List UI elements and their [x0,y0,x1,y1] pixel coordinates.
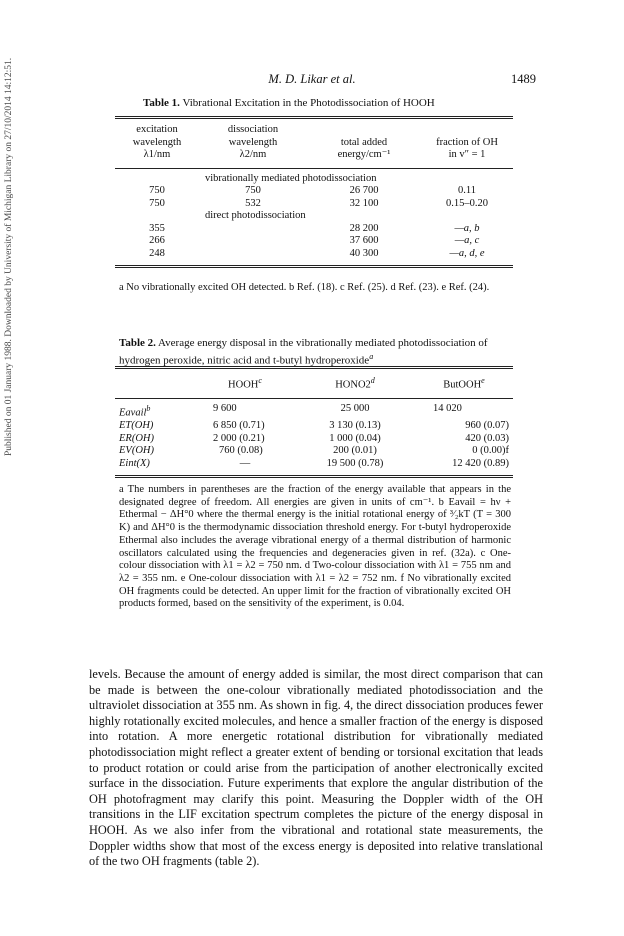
table-row: Eavail$^b$ 9 600 25 000 14 020 [119,403,462,419]
table2-col-butooh: ButOOH$^e$ [443,376,485,391]
table2-col-hono2: HONO2$^d$ [335,376,375,391]
table-row: Eint(X) — 19 500 (0.78) 12 420 (0.89) [119,457,509,469]
table2-label: Table 2. [119,337,156,349]
table-row: 355 28 200 —a, b [149,222,480,234]
table-row: EV(OH) 760 (0.08) 200 (0.01) 0 (0.00)f [119,445,509,456]
table1-section-vib: vibrationally mediated photodissociation [205,172,377,184]
table2-caption: Table 2. Average energy disposal in the vibrationally mediated photodissociation of hydrogen peroxide, nitric acid and t-butyl hydroperoxide$^a$ [119,337,488,367]
table1-footnote: a No vibrationally excited OH detected. b Ref. (18). c Ref. (25). d Ref. (23). e Ref. (24). [119,282,490,293]
page-number: 1489 [511,72,536,86]
table-row: 750 532 32 100 0.15–0.20 [149,197,488,209]
table1-title: Vibrational Excitation in the Photodissociation of HOOH [182,97,435,109]
table2-header-row [115,375,513,392]
table1 [115,116,513,270]
table2-col-hooh: HOOH$^c$ [228,376,262,391]
table1-col-fraction: fraction of OH in v″ = 1 [436,136,498,160]
table-row: 248 40 300 —a, d, e [149,247,485,259]
table1-caption [143,96,543,110]
table1-header-row [115,124,513,162]
table-row: 750 750 26 700 0.11 [149,185,476,196]
table1-col-excitation: excitation wavelength λ1/nm [132,124,182,160]
table2 [115,366,513,480]
table2-footnote: a The numbers in parentheses are the fraction of the energy available that appears in the designated degree of freedom. All energies are given in units of cm⁻¹. b Eavail = hν + Ethermal − ΔH°0 where the thermal energy is the initial rotational energy of ³⁄₂kT (T = 300 K) and ΔH°0 is the thermodynamic dissociation threshold energy. For t-butyl hydroperoxide Ethermal also includes the average vibrational energy of a thermal distribution of harmonic oscillators calculated using the frequencies and degeneracies given in ref. (32a). c One-colour dissociation with λ1 = λ2 = 750 nm. d Two-colour dissociation with λ1 = 755 nm and λ2 = 355 nm. e One-colour dissociation with λ1 = λ2 = 752 nm. f No vibrationally excited OH fragments could be detected. An upper limit for the fraction of vibrationally excited OH products formed, based on the sensitivity of the experiment, is 0.04. [119,484,511,610]
table1-label: Table 1. [143,97,180,109]
table-row: 266 37 600 —a, c [149,235,480,246]
table1-col-energy: total added energy/cm⁻¹ [337,136,391,160]
running-head: M. D. Likar et al. [268,72,356,86]
table2-title: Average energy disposal in the vibrationally mediated photodissociation of hydrogen peroxide, nitric acid and t-butyl hydroperoxide [119,337,488,367]
table-row: ER(OH) 2 000 (0.21) 1 000 (0.04) 420 (0.03) [119,432,509,444]
table1-col-dissociation: dissociation wavelength λ2/nm [227,124,279,160]
table-row: ET(OH) 6 850 (0.71) 3 130 (0.13) 960 (0.07) [119,420,509,431]
body-paragraph: levels. Because the amount of energy added is similar, the most direct comparison that can be made is between the one-colour vibrationally mediated photodissociation and the ultraviolet dissociation at 355 nm. As shown in fig. 4, the direct dissociation produces fewer highly rotationally excited molecules, and hence a smaller fraction of the energy is disposed into rotation. A more energetic rotational distribution for vibrationally mediated photodissociation might reflect a greater extent of bending or torsional excitation that leads to product rotation or could arise from the participation of another electronically excited surface in the dissociation. Future experiments that explore the angular distribution of the OH photofragment may clarify this point. Measuring the Doppler width of the OH transitions in the LIF excitation spectrum completes the picture of the energy disposal in HOOH. As we also infer from the vibrational and rotational state measurements, the Doppler widths show that most of the excess energy is deposited into relative translational of the two OH fragments (table 2). [89,667,543,869]
table1-section-direct: direct photodissociation [205,210,306,221]
download-notice: Published on 01 January 1988. Downloaded by University of Michigan Library on 27/10/2014 14:12:51. [4,57,14,456]
